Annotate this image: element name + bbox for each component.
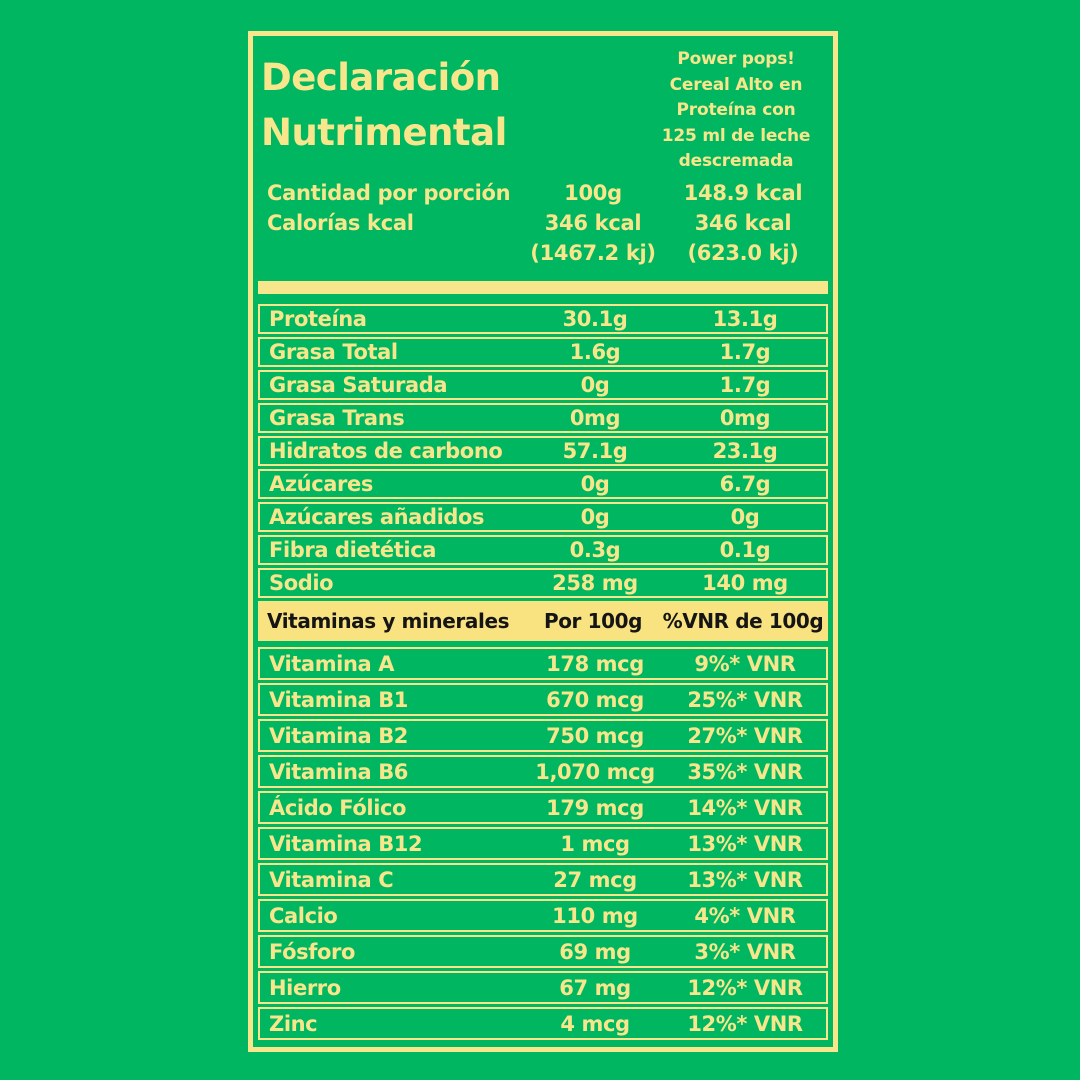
row-value-per-serving: 35%* VNR [687, 759, 803, 784]
row-value-per-serving: 1.7g [719, 373, 771, 397]
serving-row-per-serving: 346 kcal [694, 211, 792, 235]
vitamins-header-col-vnr: %VNR de 100g [662, 609, 824, 633]
serving-row-per100g: (1467.2 kj) [530, 241, 656, 265]
row-label: Calcio [269, 903, 338, 928]
table-row [258, 1007, 828, 1040]
row-value-per100g: 69 mg [559, 939, 631, 964]
vitamins-header-col-per100g: Por 100g [543, 609, 643, 633]
serving-row-per100g: 346 kcal [544, 211, 642, 235]
table-row [258, 755, 828, 788]
divider-bar [258, 281, 828, 294]
row-value-per-serving: 14%* VNR [687, 795, 803, 820]
serving-row-per-serving: (623.0 kj) [687, 241, 799, 265]
row-label: Vitamina A [269, 651, 395, 676]
row-value-per-serving: 12%* VNR [687, 1011, 803, 1036]
serving-row-label: Calorías kcal [267, 211, 414, 235]
nutrition-label-card [248, 31, 838, 1052]
row-value-per100g: 67 mg [559, 975, 631, 1000]
row-value-per100g: 670 mcg [546, 687, 644, 712]
row-value-per-serving: 3%* VNR [694, 939, 796, 964]
row-value-per100g: 1 mcg [560, 831, 630, 856]
product-note-line: Cereal Alto en [669, 74, 803, 95]
vitamins-table [258, 647, 828, 1040]
row-value-per100g: 30.1g [562, 307, 628, 331]
row-label: Azúcares añadidos [269, 505, 485, 529]
title-line-1: Declaración [261, 56, 501, 99]
product-note-line: 125 ml de leche [661, 125, 811, 146]
table-row [258, 403, 828, 433]
table-row [258, 535, 828, 565]
table-row [258, 971, 828, 1004]
row-value-per100g: 179 mcg [546, 795, 644, 820]
row-label: Sodio [269, 571, 334, 595]
row-value-per100g: 110 mg [552, 903, 638, 928]
row-label: Hidratos de carbono [269, 439, 503, 463]
row-value-per-serving: 13.1g [712, 307, 778, 331]
table-row [258, 304, 828, 334]
row-value-per-serving: 27%* VNR [687, 723, 803, 748]
row-value-per100g: 0.3g [569, 538, 621, 562]
table-row [258, 791, 828, 824]
serving-row [258, 178, 828, 208]
vitamins-header-label: Vitaminas y minerales [267, 609, 510, 633]
table-row [258, 899, 828, 932]
row-label: Grasa Saturada [269, 373, 448, 397]
product-note-line: Proteína con [676, 100, 796, 120]
table-row [258, 337, 828, 367]
row-label: Azúcares [269, 472, 373, 496]
row-value-per-serving: 23.1g [712, 439, 778, 463]
table-row [258, 863, 828, 896]
row-label: Vitamina B1 [269, 687, 409, 712]
table-row [258, 683, 828, 716]
table-row [258, 647, 828, 680]
row-value-per-serving: 0mg [719, 406, 771, 430]
row-label: Proteína [269, 307, 367, 331]
row-value-per-serving: 4%* VNR [694, 903, 796, 928]
row-label: Fósforo [269, 939, 355, 964]
serving-row-per100g: 100g [564, 181, 622, 205]
row-value-per100g: 750 mcg [546, 723, 644, 748]
row-label: Hierro [269, 975, 341, 1000]
row-label: Zinc [269, 1011, 318, 1036]
row-value-per100g: 0g [580, 373, 610, 397]
row-value-per-serving: 0.1g [719, 538, 771, 562]
row-value-per100g: 258 mg [552, 571, 638, 595]
row-value-per100g: 0g [580, 472, 610, 496]
table-row [258, 469, 828, 499]
serving-row-per-serving: 148.9 kcal [683, 181, 803, 205]
row-value-per100g: 178 mcg [546, 651, 644, 676]
row-value-per100g: 4 mcg [560, 1011, 630, 1036]
serving-row [258, 238, 828, 268]
table-row [258, 502, 828, 532]
row-value-per100g: 1,070 mcg [535, 759, 655, 784]
table-row [258, 935, 828, 968]
row-label: Grasa Total [269, 340, 398, 364]
row-value-per-serving: 25%* VNR [687, 687, 803, 712]
title-line-2: Nutrimental [261, 111, 507, 154]
row-label: Grasa Trans [269, 406, 405, 430]
serving-table [258, 178, 828, 268]
row-value-per100g: 1.6g [569, 340, 621, 364]
row-value-per-serving: 13%* VNR [687, 831, 803, 856]
row-label: Vitamina B12 [269, 831, 423, 856]
product-note-line: descremada [678, 151, 794, 171]
row-value-per-serving: 0g [730, 505, 760, 529]
product-note-line: Power pops! [677, 49, 795, 69]
row-value-per100g: 0mg [569, 406, 621, 430]
row-value-per100g: 57.1g [562, 439, 628, 463]
row-value-per-serving: 140 mg [702, 571, 788, 595]
row-label: Vitamina B2 [269, 723, 409, 748]
table-row [258, 436, 828, 466]
serving-row [258, 208, 828, 238]
row-value-per-serving: 9%* VNR [694, 651, 796, 676]
table-row [258, 370, 828, 400]
row-value-per-serving: 1.7g [719, 340, 771, 364]
vitamins-header-row [258, 601, 828, 641]
row-value-per-serving: 13%* VNR [687, 867, 803, 892]
table-row [258, 719, 828, 752]
table-row [258, 568, 828, 598]
nutrients-table [258, 304, 828, 598]
table-row [258, 827, 828, 860]
row-label: Vitamina B6 [269, 759, 409, 784]
row-label: Ácido Fólico [269, 795, 407, 820]
row-label: Fibra dietética [269, 538, 437, 562]
row-value-per100g: 0g [580, 505, 610, 529]
product-note [646, 42, 826, 174]
row-label: Vitamina C [269, 867, 394, 892]
label-header [258, 42, 828, 174]
row-value-per100g: 27 mcg [553, 867, 637, 892]
serving-row-label: Cantidad por porción [267, 181, 511, 205]
row-value-per-serving: 12%* VNR [687, 975, 803, 1000]
page-title [258, 42, 646, 174]
row-value-per-serving: 6.7g [719, 472, 771, 496]
